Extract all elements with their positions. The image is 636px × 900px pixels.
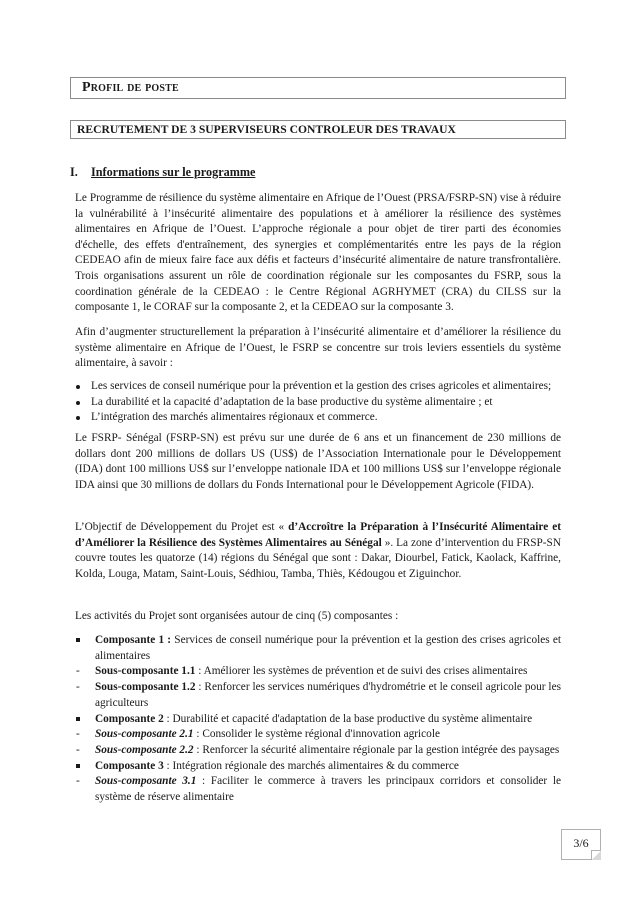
components-list bbox=[75, 633, 561, 806]
paragraph-components-intro: Les activités du Projet sont organisées autour de cinq (5) composantes : bbox=[75, 610, 399, 622]
subcomponent-item: - Sous-composante 2.1 : Consolider le système régional d'innovation agricole bbox=[75, 727, 561, 743]
profile-title: Profil de poste bbox=[82, 80, 179, 95]
recruitment-title: RECRUTEMENT DE 3 SUPERVISEURS CONTROLEUR DES TRAVAUX bbox=[77, 123, 456, 136]
bullet-icon bbox=[76, 401, 80, 405]
objective-statement: d’Accroître la Préparation à l’Insécurité Alimentaire et d’Améliorer la Résilience des Systèmes Alimentaires au Sénégal bbox=[75, 521, 561, 549]
paragraph-levers-intro: Afin d’augmenter structurellement la préparation à l’insécurité alimentaire et d’améliorer la résilience du système alimentaire en Afrique de l’Ouest, le FSRP se concentre sur trois leviers essentiels du système alimentaire, à savoir : bbox=[75, 326, 561, 370]
component-item: Composante 1 : Services de conseil numérique pour la prévention et la gestion des crises agricoles et alimentaires bbox=[75, 633, 561, 664]
levers-list bbox=[75, 379, 565, 426]
component-item: Composante 2 : Durabilité et capacité d'adaptation de la base productive du système alimentaire bbox=[75, 712, 561, 728]
dash-bullet-icon: - bbox=[76, 728, 80, 741]
dash-bullet-icon: - bbox=[76, 743, 80, 756]
dash-bullet-icon: - bbox=[76, 665, 80, 678]
paragraph-objective: L’Objectif de Développement du Projet est « d’Accroître la Préparation à l’Insécurité Alimentaire et d’Améliorer la Résilience des Systèmes Alimentaires au Sénégal ». La zone d’intervention du FRSP-SN couvre toutes les quatorze (14) régions du Sénégal que sont : Dakar, Diourbel, Fatick, Kaolack, Kaffrine, Kolda, Louga, Matam, Saint-Louis, Sédhiou, Tamba, Thiès, Kédougou et Ziguinchor. bbox=[75, 521, 561, 580]
subcomponent-item: - Sous-composante 1.1 : Améliorer les systèmes de prévention et de suivi des crises alimentaires bbox=[75, 664, 561, 680]
square-bullet-icon bbox=[76, 717, 80, 721]
component-item: Composante 3 : Intégration régionale des marchés alimentaires & du commerce bbox=[75, 759, 561, 775]
page-number: 3/6 bbox=[573, 836, 589, 850]
paragraph-program-intro: Le Programme de résilience du système alimentaire en Afrique de l’Ouest (PRSA/FSRP-SN) vise à réduire la vulnérabilité à l’insécurité alimentaire des populations et à améliorer la résilience des systèmes alimentaires en Afrique de l’Ouest. L’approche régionale a pour objet de tirer parti des économies d'échelle, des effets d'entraînement, des synergies et complémentarités entre les pays de la région CEDEAO afin de mieux faire face aux défis et facteurs d’insécurité alimentaire de nature transfrontalière. Trois organisations assurent un rôle de coordination régionale sur les composantes du FSRP, sous la coordination générale de la CEDEAO : le Centre Régional AGRHYMET (CRA) du CILSS sur la composante 1, le CORAF sur la composante 2, et la CEDEAO sur la composante 3. bbox=[75, 192, 561, 314]
list-item: L’intégration des marchés alimentaires régionaux et commerce. bbox=[75, 410, 565, 426]
recruitment-title-box bbox=[70, 120, 566, 139]
subcomponent-item: - Sous-composante 1.2 : Renforcer les services numériques d'hydrométrie et le conseil agricole pour les agriculteurs bbox=[76, 681, 561, 709]
square-bullet-icon bbox=[76, 638, 80, 642]
dash-bullet-icon: - bbox=[76, 775, 80, 788]
section-number: I. bbox=[70, 165, 78, 179]
subcomponent-item: - Sous-composante 2.2 : Renforcer la sécurité alimentaire régionale par la gestion intégrée des paysages bbox=[75, 743, 561, 759]
paragraph-financing: Le FSRP- Sénégal (FSRP-SN) est prévu sur une durée de 6 ans et un financement de 230 millions de dollars dont 200 millions de dollars US (US$) de l’Association Internationale pour le Développement (IDA) dont 100 millions US$ sur l’enveloppe nationale IDA et 100 millions US$ sur l’enveloppe régionale IDA ainsi que 30 millions de dollars du Fonds International pour le Développement Agricole (FIDA). bbox=[75, 432, 561, 491]
bullet-icon bbox=[76, 416, 80, 420]
section-title: Informations sur le programme bbox=[91, 165, 256, 179]
bullet-icon bbox=[76, 385, 80, 389]
page-curl-icon bbox=[591, 850, 601, 860]
list-item: Les services de conseil numérique pour la prévention et la gestion des crises agricoles et alimentaires; bbox=[75, 379, 565, 395]
profile-title-box bbox=[70, 77, 566, 99]
subcomponent-item: - Sous-composante 3.1 : Faciliter le commerce à travers les principaux corridors et consolider le système de réserve alimentaire bbox=[76, 775, 562, 804]
square-bullet-icon bbox=[76, 764, 80, 768]
section-heading bbox=[70, 165, 255, 180]
page-number-box bbox=[561, 829, 601, 860]
list-item: La durabilité et la capacité d’adaptation de la base productive du système alimentaire ; et bbox=[75, 395, 565, 411]
dash-bullet-icon: - bbox=[76, 681, 80, 694]
